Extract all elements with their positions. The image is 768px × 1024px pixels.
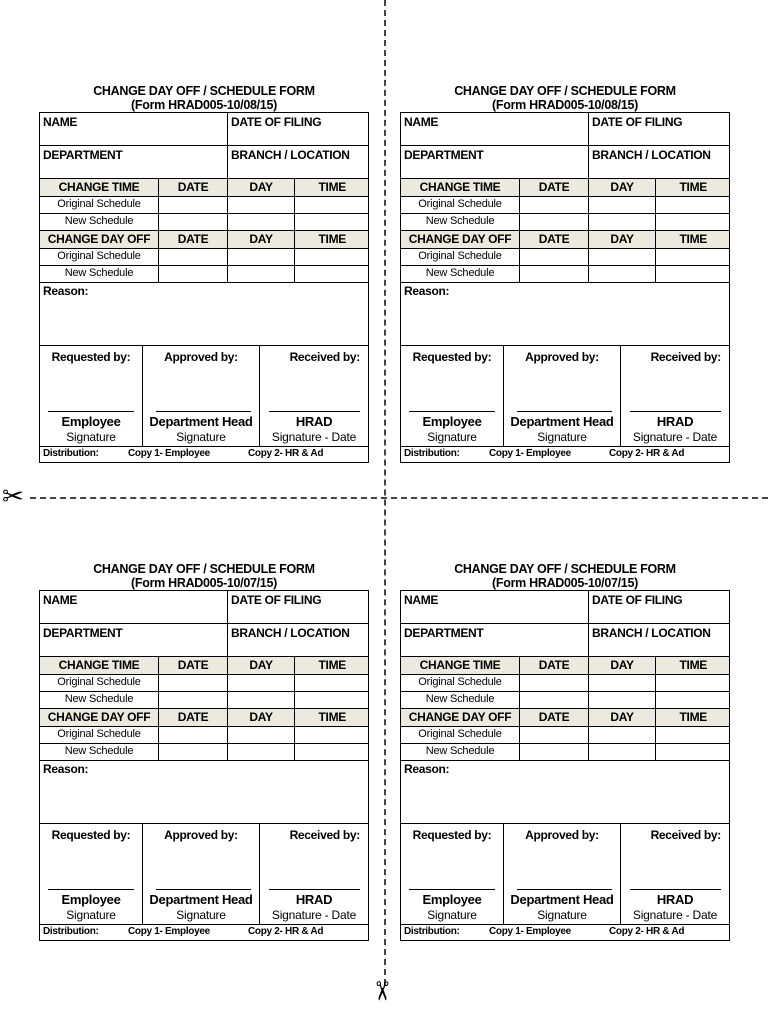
signature-section: [40, 346, 368, 447]
time-input[interactable]: [656, 692, 729, 708]
date-input[interactable]: [520, 214, 589, 230]
employee-signature-box[interactable]: Requested by: Employee Signature: [401, 346, 504, 446]
table-row: New Schedule: [401, 744, 729, 761]
horizontal-cut-line: [30, 497, 768, 499]
time-input[interactable]: [656, 249, 729, 265]
form-code: (Form HRAD005-10/08/15): [492, 98, 638, 112]
form-table: [400, 590, 730, 941]
department-head-signature-box[interactable]: Approved by: Department Head Signature: [143, 824, 260, 924]
day-input[interactable]: [228, 675, 295, 691]
day-input[interactable]: [589, 675, 656, 691]
date-input[interactable]: [520, 197, 589, 213]
change-time-header: CHANGE TIME DATE DAY TIME: [40, 179, 368, 197]
form-code: (Form HRAD005-10/07/15): [131, 576, 277, 590]
time-input[interactable]: [656, 675, 729, 691]
vertical-cut-line: [384, 0, 386, 985]
name-field[interactable]: NAME: [40, 591, 228, 623]
reason-field[interactable]: Reason:: [43, 762, 89, 776]
branch-location-field[interactable]: BRANCH / LOCATION: [592, 626, 711, 640]
schedule-form-1: [39, 84, 369, 463]
schedule-form-3: [39, 562, 369, 941]
date-input[interactable]: [159, 727, 228, 743]
form-table: [39, 590, 369, 941]
scissors-icon: ✂: [2, 482, 24, 512]
date-input[interactable]: [159, 266, 228, 282]
time-input[interactable]: [656, 744, 729, 760]
signature-section: [401, 824, 729, 925]
table-row: New Schedule: [40, 692, 368, 709]
branch-location-field[interactable]: BRANCH / LOCATION: [231, 148, 350, 162]
reason-field[interactable]: Reason:: [43, 284, 89, 298]
department-head-signature-box[interactable]: Approved by: Department Head Signature: [143, 346, 260, 446]
date-input[interactable]: [520, 249, 589, 265]
table-row: New Schedule: [401, 692, 729, 709]
department-head-signature-box[interactable]: Approved by: Department Head Signature: [504, 824, 621, 924]
date-of-filing-field[interactable]: DATE OF FILING: [592, 115, 683, 129]
date-input[interactable]: [159, 249, 228, 265]
form-title: CHANGE DAY OFF / SCHEDULE FORM: [454, 84, 676, 98]
time-input[interactable]: [656, 727, 729, 743]
date-of-filing-field[interactable]: DATE OF FILING: [231, 593, 322, 607]
date-input[interactable]: [159, 675, 228, 691]
branch-location-field[interactable]: BRANCH / LOCATION: [592, 148, 711, 162]
schedule-form-4: [400, 562, 730, 941]
day-input[interactable]: [228, 197, 295, 213]
time-input[interactable]: [295, 744, 368, 760]
day-input[interactable]: [589, 692, 656, 708]
scissors-icon: ✂: [365, 980, 396, 1002]
change-day-off-header: CHANGE DAY OFF DATE DAY TIME: [40, 231, 368, 249]
hrad-signature-box[interactable]: Received by: HRAD Signature - Date: [260, 824, 368, 924]
hrad-signature-box[interactable]: Received by: HRAD Signature - Date: [260, 346, 368, 446]
name-field[interactable]: NAME: [401, 113, 589, 145]
form-title: CHANGE DAY OFF / SCHEDULE FORM: [454, 562, 676, 576]
table-row: New Schedule: [401, 214, 729, 231]
employee-signature-box[interactable]: Requested by: Employee Signature: [40, 824, 143, 924]
table-row: Original Schedule: [401, 727, 729, 744]
day-input[interactable]: [228, 266, 295, 282]
signature-section: [401, 346, 729, 447]
date-input[interactable]: [159, 197, 228, 213]
distribution-row: Distribution: Copy 1- Employee Copy 2- HR & Ad: [43, 926, 324, 937]
time-input[interactable]: [295, 692, 368, 708]
signature-section: [40, 824, 368, 925]
table-row: New Schedule: [40, 214, 368, 231]
time-input[interactable]: [295, 727, 368, 743]
department-field[interactable]: DEPARTMENT: [401, 146, 589, 178]
date-input[interactable]: [520, 266, 589, 282]
table-row: Original Schedule: [40, 727, 368, 744]
table-row: New Schedule: [40, 266, 368, 283]
time-input[interactable]: [656, 197, 729, 213]
table-row: Original Schedule: [401, 249, 729, 266]
employee-signature-box[interactable]: Requested by: Employee Signature: [40, 346, 143, 446]
name-field[interactable]: NAME: [40, 113, 228, 145]
table-row: Original Schedule: [401, 675, 729, 692]
day-input[interactable]: [589, 266, 656, 282]
name-field[interactable]: NAME: [401, 591, 589, 623]
date-input[interactable]: [520, 675, 589, 691]
department-field[interactable]: DEPARTMENT: [40, 624, 228, 656]
date-of-filing-field[interactable]: DATE OF FILING: [231, 115, 322, 129]
change-day-off-header: CHANGE DAY OFF DATE DAY TIME: [401, 709, 729, 727]
time-input[interactable]: [295, 197, 368, 213]
form-title: CHANGE DAY OFF / SCHEDULE FORM: [93, 84, 315, 98]
form-table: [400, 112, 730, 463]
change-day-off-header: CHANGE DAY OFF DATE DAY TIME: [401, 231, 729, 249]
distribution-row: Distribution: Copy 1- Employee Copy 2- HR & Ad: [404, 448, 685, 459]
date-input[interactable]: [159, 744, 228, 760]
table-row: Original Schedule: [40, 197, 368, 214]
form-table: [39, 112, 369, 463]
day-input[interactable]: [228, 249, 295, 265]
table-row: Original Schedule: [401, 197, 729, 214]
form-code: (Form HRAD005-10/08/15): [131, 98, 277, 112]
day-input[interactable]: [589, 727, 656, 743]
time-input[interactable]: [295, 266, 368, 282]
table-row: Original Schedule: [40, 249, 368, 266]
day-input[interactable]: [589, 744, 656, 760]
date-input[interactable]: [159, 692, 228, 708]
form-title: CHANGE DAY OFF / SCHEDULE FORM: [93, 562, 315, 576]
reason-field[interactable]: Reason:: [404, 762, 450, 776]
day-input[interactable]: [228, 744, 295, 760]
time-input[interactable]: [295, 675, 368, 691]
table-row: New Schedule: [401, 266, 729, 283]
employee-signature-box[interactable]: Requested by: Employee Signature: [401, 824, 504, 924]
day-input[interactable]: [228, 692, 295, 708]
change-time-header: CHANGE TIME DATE DAY TIME: [40, 657, 368, 675]
change-time-header: CHANGE TIME DATE DAY TIME: [401, 657, 729, 675]
department-field[interactable]: DEPARTMENT: [401, 624, 589, 656]
date-input[interactable]: [520, 744, 589, 760]
branch-location-field[interactable]: BRANCH / LOCATION: [231, 626, 350, 640]
hrad-signature-box[interactable]: Received by: HRAD Signature - Date: [621, 824, 729, 924]
time-input[interactable]: [295, 249, 368, 265]
department-head-signature-box[interactable]: Approved by: Department Head Signature: [504, 346, 621, 446]
change-time-header: CHANGE TIME DATE DAY TIME: [401, 179, 729, 197]
table-row: New Schedule: [40, 744, 368, 761]
hrad-signature-box[interactable]: Received by: HRAD Signature - Date: [621, 346, 729, 446]
time-input[interactable]: [656, 266, 729, 282]
date-input[interactable]: [520, 727, 589, 743]
time-input[interactable]: [656, 214, 729, 230]
form-code: (Form HRAD005-10/07/15): [492, 576, 638, 590]
day-input[interactable]: [228, 214, 295, 230]
table-row: Original Schedule: [40, 675, 368, 692]
day-input[interactable]: [589, 214, 656, 230]
date-input[interactable]: [159, 214, 228, 230]
day-input[interactable]: [228, 727, 295, 743]
day-input[interactable]: [589, 249, 656, 265]
reason-field[interactable]: Reason:: [404, 284, 450, 298]
distribution-row: Distribution: Copy 1- Employee Copy 2- HR & Ad: [404, 926, 685, 937]
distribution-row: Distribution: Copy 1- Employee Copy 2- HR & Ad: [43, 448, 324, 459]
change-day-off-header: CHANGE DAY OFF DATE DAY TIME: [40, 709, 368, 727]
day-input[interactable]: [589, 197, 656, 213]
time-input[interactable]: [295, 214, 368, 230]
schedule-form-2: [400, 84, 730, 463]
department-field[interactable]: DEPARTMENT: [40, 146, 228, 178]
date-input[interactable]: [520, 692, 589, 708]
date-of-filing-field[interactable]: DATE OF FILING: [592, 593, 683, 607]
